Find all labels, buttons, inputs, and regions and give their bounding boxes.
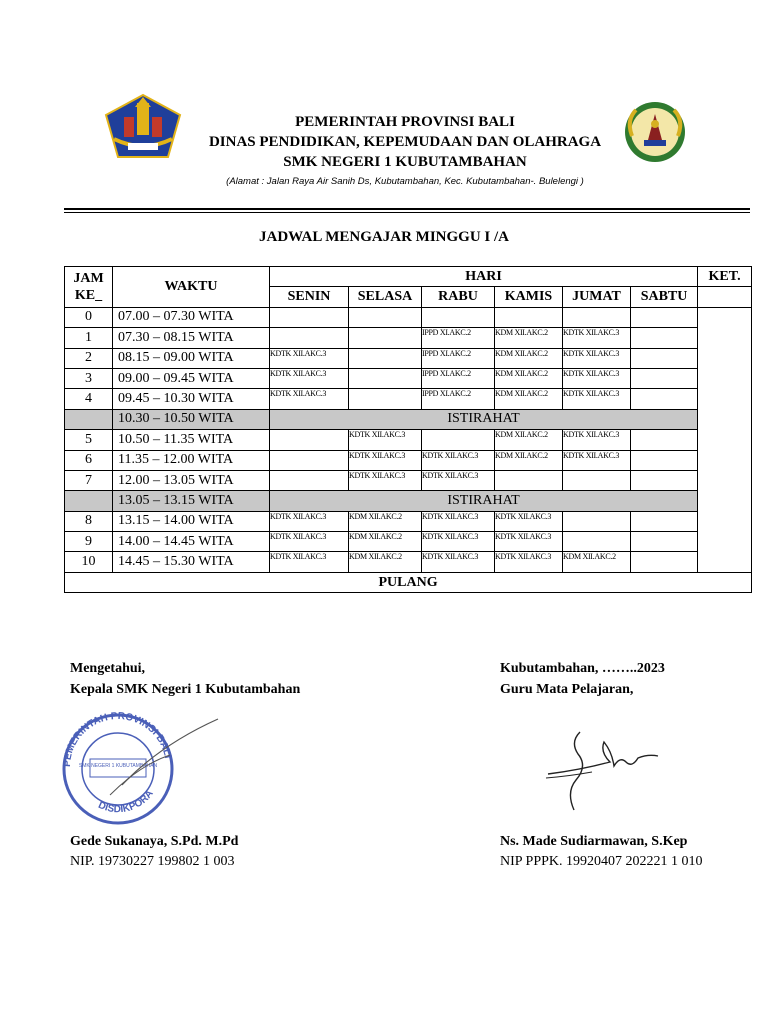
class-cell-senin: KDTK XII.AKC.3 bbox=[270, 368, 349, 388]
hari-header: HARI bbox=[270, 267, 698, 287]
jam-cell: 4 bbox=[65, 389, 113, 409]
header-department: DINAS PENDIDIKAN, KEPEMUDAAN DAN OLAHRAGA bbox=[208, 134, 602, 150]
jam-cell: 1 bbox=[65, 328, 113, 348]
principal-nip: NIP. 19730227 199802 1 003 bbox=[70, 854, 235, 869]
class-cell-selasa bbox=[349, 348, 422, 368]
class-cell-sabtu bbox=[631, 307, 698, 327]
class-cell-senin: KDTK XII.AKC.3 bbox=[270, 552, 349, 572]
class-cell-kamis bbox=[495, 470, 563, 490]
header-address: (Alamat : Jalan Raya Air Sanih Ds, Kubutambahan, Kec. Kubutambahan-. Bulelengi ) bbox=[226, 176, 584, 187]
header-divider-thin bbox=[64, 212, 750, 213]
ket-cell bbox=[698, 307, 752, 572]
schedule-row bbox=[65, 307, 752, 327]
class-cell-rabu: IPPD XI.AKC.2 bbox=[422, 389, 495, 409]
class-cell-kamis: KDTK XII.AKC.3 bbox=[495, 532, 563, 552]
teacher-name: Ns. Made Sudiarmawan, S.Kep bbox=[500, 834, 688, 849]
class-cell-senin bbox=[270, 430, 349, 450]
class-cell-selasa: KDM XII.AKC.2 bbox=[349, 511, 422, 531]
class-cell-sabtu bbox=[631, 430, 698, 450]
waktu-cell: 10.30 – 10.50 WITA bbox=[113, 409, 270, 429]
class-cell-sabtu bbox=[631, 328, 698, 348]
class-cell-senin bbox=[270, 470, 349, 490]
class-cell-selasa bbox=[349, 368, 422, 388]
break-jam-cell bbox=[65, 491, 113, 511]
waktu-cell: 13.05 – 13.15 WITA bbox=[113, 491, 270, 511]
ket-header-blank bbox=[698, 287, 752, 307]
class-cell-selasa: KDTK XII.AKC.3 bbox=[349, 430, 422, 450]
waktu-cell: 14.00 – 14.45 WITA bbox=[113, 532, 270, 552]
class-cell-selasa: KDTK XII.AKC.3 bbox=[349, 470, 422, 490]
class-cell-senin bbox=[270, 307, 349, 327]
class-cell-sabtu bbox=[631, 511, 698, 531]
stamp-bottom-text: DISDIKPORA bbox=[96, 788, 156, 816]
class-cell-jumat: KDTK XII.AKC.3 bbox=[563, 430, 631, 450]
class-cell-jumat bbox=[563, 470, 631, 490]
waktu-cell: 09.00 – 09.45 WITA bbox=[113, 368, 270, 388]
class-cell-kamis: KDTK XII.AKC.3 bbox=[495, 511, 563, 531]
class-cell-senin: KDTK XII.AKC.3 bbox=[270, 511, 349, 531]
class-cell-kamis: KDM XII.AKC.2 bbox=[495, 389, 563, 409]
stamp-inner-text: SMK NEGERI 1 KUBUTAMBAHAN bbox=[78, 763, 158, 769]
class-cell-selasa: KDM XII.AKC.2 bbox=[349, 532, 422, 552]
class-cell-kamis: KDM XII.AKC.2 bbox=[495, 450, 563, 470]
schedule-row bbox=[65, 368, 752, 388]
class-cell-selasa bbox=[349, 389, 422, 409]
class-cell-rabu bbox=[422, 430, 495, 450]
class-cell-jumat bbox=[563, 532, 631, 552]
schedule-row bbox=[65, 511, 752, 531]
class-cell-selasa bbox=[349, 328, 422, 348]
class-cell-jumat bbox=[563, 307, 631, 327]
schedule-row bbox=[65, 328, 752, 348]
jam-cell: 10 bbox=[65, 552, 113, 572]
class-cell-rabu: KDTK XII.AKC.3 bbox=[422, 470, 495, 490]
acknowledged-label: Mengetahui, bbox=[70, 661, 146, 676]
place-date: Kubutambahan, ……..2023 bbox=[500, 661, 665, 676]
header-divider bbox=[64, 208, 750, 210]
stamp-top-text: PEMERINTAH PROVINSI BALI bbox=[61, 710, 174, 768]
jam-cell: 9 bbox=[65, 532, 113, 552]
class-cell-sabtu bbox=[631, 532, 698, 552]
teacher-title: Guru Mata Pelajaran, bbox=[500, 682, 634, 697]
day-header-senin: SENIN bbox=[270, 287, 349, 307]
principal-name: Gede Sukanaya, S.Pd. M.Pd bbox=[70, 834, 239, 849]
class-cell-jumat: KDTK XII.AKC.3 bbox=[563, 368, 631, 388]
class-cell-kamis: KDM XII.AKC.2 bbox=[495, 368, 563, 388]
istirahat-label: ISTIRAHAT bbox=[270, 409, 698, 429]
class-cell-senin: KDTK XII.AKC.3 bbox=[270, 389, 349, 409]
class-cell-rabu: IPPD XI.AKC.2 bbox=[422, 368, 495, 388]
class-cell-sabtu bbox=[631, 348, 698, 368]
jam-cell: 2 bbox=[65, 348, 113, 368]
class-cell-senin bbox=[270, 450, 349, 470]
class-cell-sabtu bbox=[631, 552, 698, 572]
jam-cell: 3 bbox=[65, 368, 113, 388]
handwritten-signature-icon bbox=[540, 722, 665, 817]
class-cell-sabtu bbox=[631, 368, 698, 388]
day-header-rabu: RABU bbox=[422, 287, 495, 307]
ket-header: KET. bbox=[698, 267, 752, 287]
day-header-selasa: SELASA bbox=[349, 287, 422, 307]
pulang-row: PULANG bbox=[65, 572, 752, 592]
class-cell-jumat: KDTK XII.AKC.3 bbox=[563, 348, 631, 368]
jam-cell: 8 bbox=[65, 511, 113, 531]
jam-header: JAM KE_ bbox=[65, 267, 113, 308]
class-cell-rabu: KDTK XII.AKC.3 bbox=[422, 450, 495, 470]
class-cell-selasa: KDM XII.AKC.2 bbox=[349, 552, 422, 572]
waktu-header: WAKTU bbox=[113, 267, 270, 308]
class-cell-kamis: KDM XII.AKC.2 bbox=[495, 348, 563, 368]
schedule-row bbox=[65, 532, 752, 552]
class-cell-rabu: IPPD XI.AKC.2 bbox=[422, 348, 495, 368]
class-cell-senin: KDTK XII.AKC.3 bbox=[270, 348, 349, 368]
schedule-row bbox=[65, 552, 752, 572]
schedule-table bbox=[64, 266, 752, 593]
class-cell-sabtu bbox=[631, 470, 698, 490]
class-cell-selasa bbox=[349, 307, 422, 327]
official-stamp-icon bbox=[50, 705, 220, 827]
day-header-jumat: JUMAT bbox=[563, 287, 631, 307]
schedule-row bbox=[65, 430, 752, 450]
class-cell-kamis bbox=[495, 307, 563, 327]
class-cell-jumat: KDM XII.AKC.2 bbox=[563, 552, 631, 572]
break-jam-cell bbox=[65, 409, 113, 429]
class-cell-kamis: KDM XII.AKC.2 bbox=[495, 430, 563, 450]
class-cell-jumat: KDTK XII.AKC.3 bbox=[563, 450, 631, 470]
class-cell-rabu: IPPD XI.AKC.2 bbox=[422, 328, 495, 348]
waktu-cell: 07.00 – 07.30 WITA bbox=[113, 307, 270, 327]
class-cell-kamis: KDTK XII.AKC.3 bbox=[495, 552, 563, 572]
break-row bbox=[65, 409, 752, 429]
class-cell-rabu: KDTK XII.AKC.3 bbox=[422, 532, 495, 552]
waktu-cell: 07.30 – 08.15 WITA bbox=[113, 328, 270, 348]
svg-text:DISDIKPORA bbox=[96, 788, 155, 815]
jam-cell: 7 bbox=[65, 470, 113, 490]
schedule-row bbox=[65, 389, 752, 409]
waktu-cell: 10.50 – 11.35 WITA bbox=[113, 430, 270, 450]
class-cell-jumat: KDTK XII.AKC.3 bbox=[563, 389, 631, 409]
class-cell-selasa: KDTK XII.AKC.3 bbox=[349, 450, 422, 470]
istirahat-label: ISTIRAHAT bbox=[270, 491, 698, 511]
class-cell-rabu bbox=[422, 307, 495, 327]
waktu-cell: 11.35 – 12.00 WITA bbox=[113, 450, 270, 470]
waktu-cell: 12.00 – 13.05 WITA bbox=[113, 470, 270, 490]
waktu-cell: 09.45 – 10.30 WITA bbox=[113, 389, 270, 409]
class-cell-rabu: KDTK XII.AKC.3 bbox=[422, 511, 495, 531]
jam-cell: 5 bbox=[65, 430, 113, 450]
waktu-cell: 14.45 – 15.30 WITA bbox=[113, 552, 270, 572]
teacher-nip: NIP PPPK. 19920407 202221 1 010 bbox=[500, 854, 703, 869]
principal-title: Kepala SMK Negeri 1 Kubutambahan bbox=[70, 682, 301, 697]
class-cell-jumat bbox=[563, 511, 631, 531]
schedule-row bbox=[65, 470, 752, 490]
header-school: SMK NEGERI 1 KUBUTAMBAHAN bbox=[283, 154, 527, 170]
jam-cell: 6 bbox=[65, 450, 113, 470]
class-cell-senin: KDTK XII.AKC.3 bbox=[270, 532, 349, 552]
waktu-cell: 13.15 – 14.00 WITA bbox=[113, 511, 270, 531]
break-row bbox=[65, 491, 752, 511]
header-government: PEMERINTAH PROVINSI BALI bbox=[295, 114, 515, 130]
waktu-cell: 08.15 – 09.00 WITA bbox=[113, 348, 270, 368]
day-header-kamis: KAMIS bbox=[495, 287, 563, 307]
class-cell-rabu: KDTK XII.AKC.3 bbox=[422, 552, 495, 572]
class-cell-senin bbox=[270, 328, 349, 348]
schedule-row bbox=[65, 348, 752, 368]
class-cell-jumat: KDTK XII.AKC.3 bbox=[563, 328, 631, 348]
document-title: JADWAL MENGAJAR MINGGU I /A bbox=[258, 229, 509, 245]
day-header-sabtu: SABTU bbox=[631, 287, 698, 307]
class-cell-sabtu bbox=[631, 450, 698, 470]
schedule-row bbox=[65, 450, 752, 470]
class-cell-sabtu bbox=[631, 389, 698, 409]
class-cell-kamis: KDM XII.AKC.2 bbox=[495, 328, 563, 348]
jam-cell: 0 bbox=[65, 307, 113, 327]
